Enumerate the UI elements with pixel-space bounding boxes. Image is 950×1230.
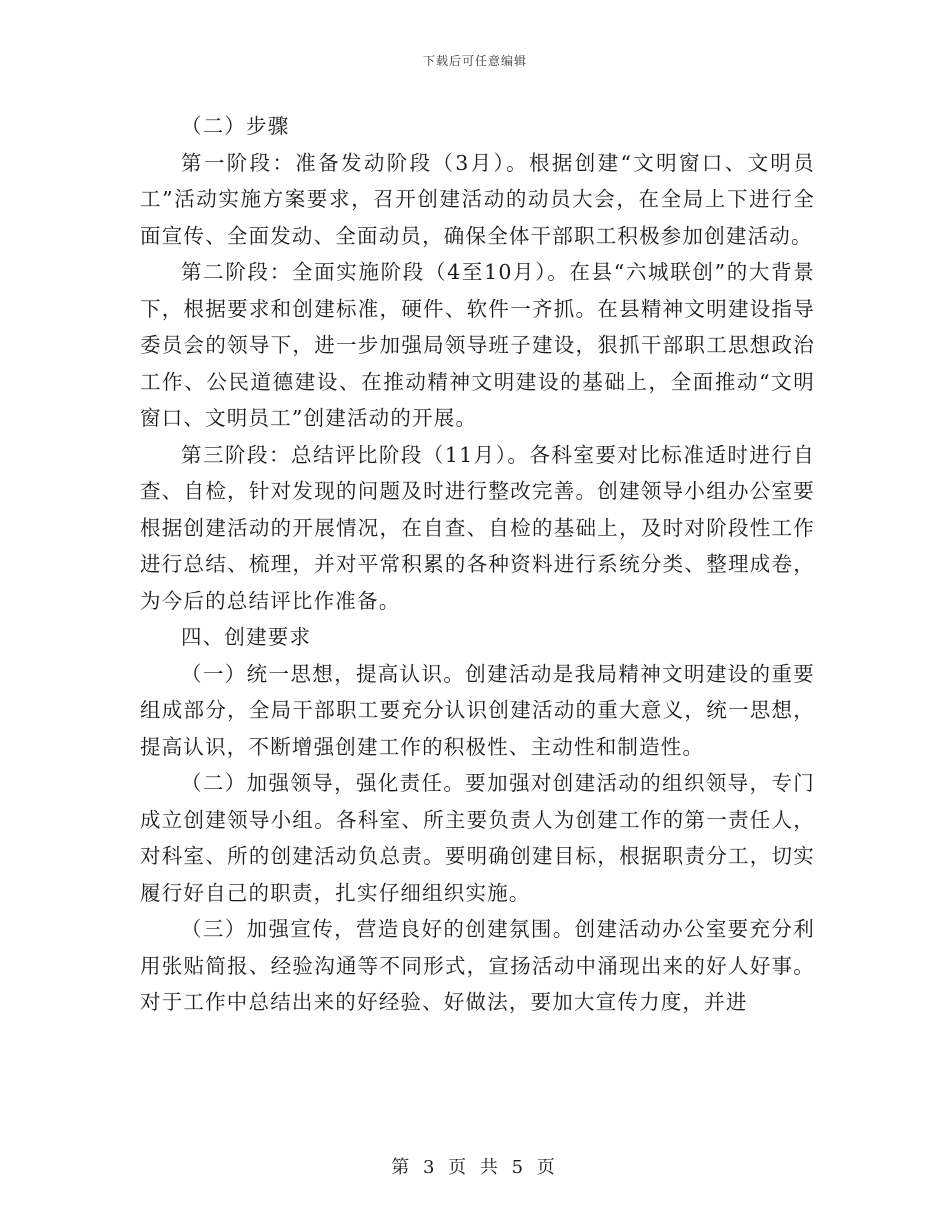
paragraph-requirement-two: （二）加强领导，强化责任。要加强对创建活动的组织领导，专门成立创建领导小组。各科室、所主要负责人为创建工作的第一责任人，对科室、所的创建活动负总责。要明确创建目标，根据职责分工，切实履行好自己的职责，扎实仔细组织实施。 [140, 771, 815, 905]
document-body [140, 108, 815, 1021]
paragraph-requirement-one: （一）统一思想，提高认识。创建活动是我局精神文明建设的重要组成部分，全局干部职工要充分认识创建活动的重大意义，统一思想，提高认识，不断增强创建工作的积极性、主动性和制造性。 [140, 661, 815, 759]
paragraph-stage-two: 第二阶段：全面实施阶段（4至10月）。在县“六城联创”的大背景下，根据要求和创建标准，硬件、软件一齐抓。在县精神文明建设指导委员会的领导下，进一步加强局领导班子建设，狠抓干部职工思想政治工作、公民道德建设、在推动精神文明建设的基础上，全面推动“文明窗口、文明员工”创建活动的开展。 [140, 260, 815, 430]
paragraph-stage-three: 第三阶段：总结评比阶段（11月）。各科室要对比标准适时进行自查、自检，针对发现的问题及时进行整改完善。创建领导小组办公室要根据创建活动的开展情况，在自查、自检的基础上，及时对阶段性工作进行总结、梳理，并对平常积累的各种资料进行系统分类、整理成卷，为今后的总结评比作准备。 [140, 442, 815, 613]
section-heading-steps: （二）步骤 [181, 114, 290, 138]
section-heading-requirements: 四、创建要求 [181, 625, 312, 649]
page-number: 第 3 页 共 5 页 [391, 1157, 559, 1178]
paragraph-requirement-three: （三）加强宣传，营造良好的创建氛围。创建活动办公室要充分利用张贴简报、经验沟通等不同形式，宣扬活动中涌现出来的好人好事。对于工作中总结出来的好经验、好做法，要加大宣传力度，并进 [140, 917, 815, 1014]
paragraph-stage-one: 第一阶段：准备发动阶段（3月）。根据创建“文明窗口、文明员工”活动实施方案要求，召开创建活动的动员大会，在全局上下进行全面宣传、全面发动、全面动员，确保全体干部职工积极参加创建活动。 [140, 150, 815, 248]
page-header-note: 下载后可任意编辑 [422, 54, 527, 68]
